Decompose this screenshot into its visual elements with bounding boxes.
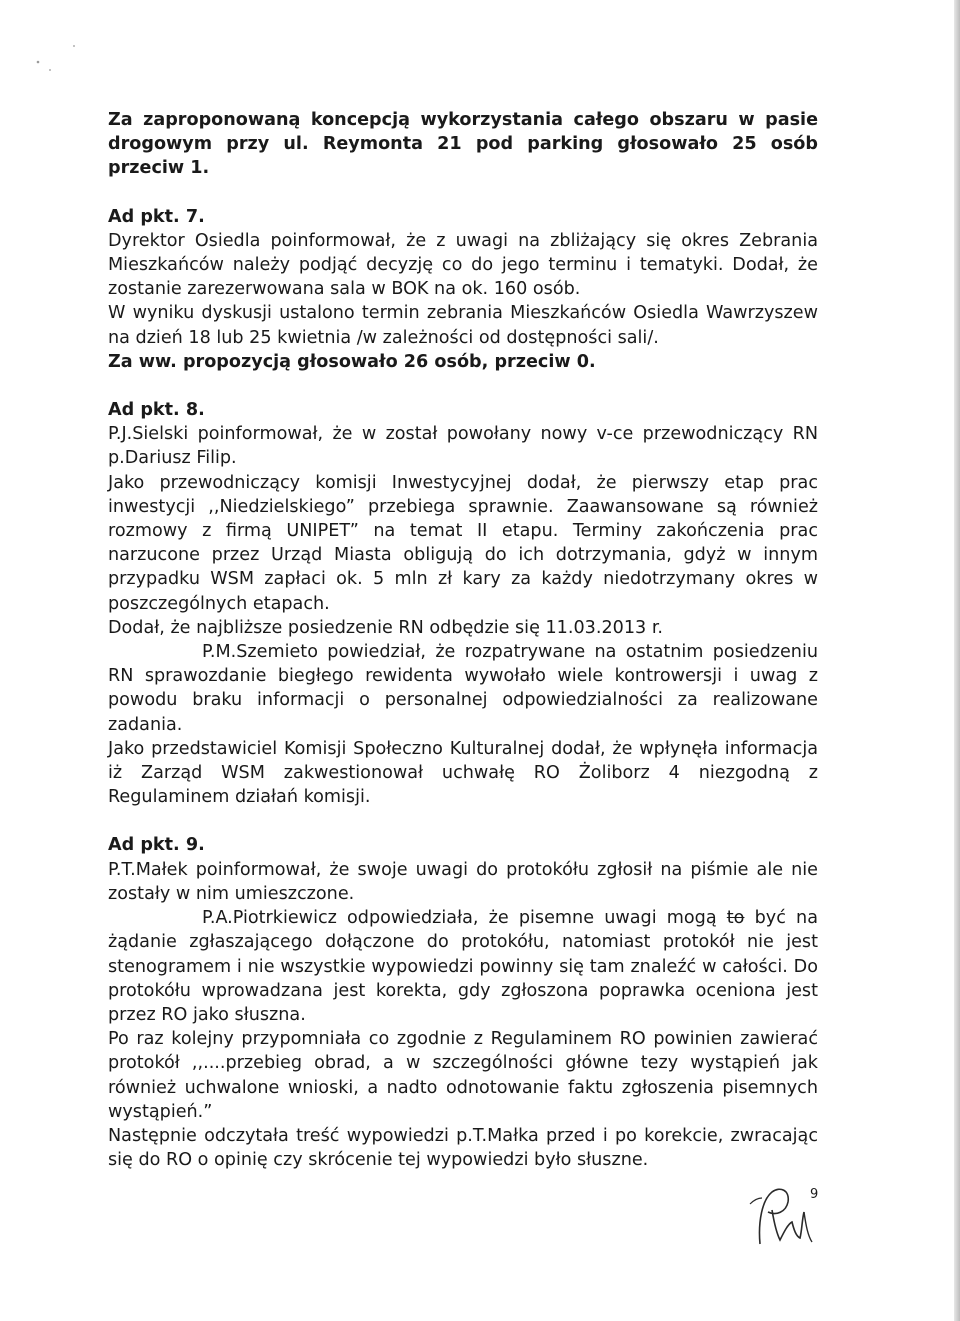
- vote-intro: Za zaproponowaną koncepcją wykorzystania całego obszaru w pasie drogowym przy ul. Reymonta 21 pod parking głosowało 25 osób przeciw 1.: [108, 110, 818, 179]
- spacer: [108, 181, 818, 205]
- item-8-para-3: Dodał, że najbliższe posiedzenie RN odbędzie się 11.03.2013 r.: [108, 617, 664, 638]
- struck-word: to: [726, 908, 745, 929]
- item-9-para-4: Następnie odczytała treść wypowiedzi p.T.Małka przed i po korekcie, zwracając się do RO o opinię czy skrócenie tej wypowiedzi było słuszne.: [108, 1125, 818, 1171]
- item-9-para-2-start: P.A.Piotrkiewicz odpowiedziała, że pisemne uwagi mogą: [202, 908, 727, 929]
- spacer: [108, 374, 818, 398]
- scan-page-edge: [954, 0, 960, 1321]
- item-8-para-2: Jako przewodniczący komisji Inwestycyjnej dodał, że pierwszy etap prac inwestycji ,,Niedzielskiego” przebiega sprawnie. Zaawansowane są również rozmowy z firmą UNIPET” na temat II etapu. Terminy zakończenia prac narzucone przez Urząd Miasta obligują do ich dotrzymania, gdyż w innym przypadku WSM zapłaci ok. 5 mln zł kary za każdy niedotrzymany okres w poszczególnych etapach.: [108, 472, 818, 614]
- document-body: [108, 108, 818, 1172]
- item-9-para-2: [108, 906, 818, 1027]
- item-8-para-4: P.M.Szemieto powiedział, że rozpatrywane na ostatnim posiedzeniu RN sprawozdanie biegłego rewidenta wywołało wiele kontrowersji i uwag z powodu braku informacji o personalnej odpowiedzialności za realizowane zadania.: [108, 642, 818, 735]
- agenda-item-7: [108, 205, 818, 374]
- item-9-para-1: P.T.Małek poinformował, że swoje uwagi do protokółu zgłosił na piśmie ale nie zostały w nim umieszczone.: [108, 859, 818, 904]
- item-7-para-2: W wyniku dyskusji ustalono termin zebrania Mieszkańców Osiedla Wawrzyszew na dzień 18 lub 25 kwietnia /w zależności od dostępności sali/.: [108, 303, 818, 348]
- item-8-para-1: P.J.Sielski poinformował, że w został powołany nowy v-ce przewodniczący RN p.Dariusz Filip.: [108, 424, 818, 469]
- spacer: [108, 809, 818, 833]
- item-7-vote: Za ww. propozycją głosowało 26 osób, przeciw 0.: [108, 351, 596, 372]
- item-7-heading: Ad pkt. 7.: [108, 206, 205, 227]
- agenda-item-8: [108, 398, 818, 809]
- item-7-para-1: Dyrektor Osiedla poinformował, że z uwagi na zbliżający się okres Zebrania Mieszkańców należy podjąć decyzję co do jego terminu i tematyki. Dodał, że zostanie zarezerwowana sala w BOK na ok. 160 osób.: [108, 230, 818, 300]
- agenda-item-9: [108, 833, 818, 1172]
- page-number: 9: [810, 1187, 819, 1202]
- scan-specks: [30, 40, 90, 80]
- item-9-para-3: Po raz kolejny przypomniała co zgodnie z Regulaminem RO powinien zawierać protokół ,,....przebieg obrad, a w szczególności główne tezy wystąpień jak również uchwalone wnioski, a nadto odnotowanie faktu zgłoszenia pisemnych wystąpień.”: [108, 1029, 818, 1122]
- item-9-para-2-end: być na żądanie zgłaszającego dołączone do protokółu, natomiast protokół nie jest stenogramem i nie wszystkie wypowiedzi powinny się tam znaleźć w całości. Do protokółu wprowadzana jest korekta, gdy zgłoszona poprawka oceniona jest przez RO jako słuszna.: [108, 908, 818, 1025]
- item-8-para-5: Jako przedstawiciel Komisji Społeczno Kulturalnej dodał, że wpłynęła informacja iż Zarząd WSM zakwestionował uchwałę RO Żoliborz 4 niezgodną z Regulaminem działań komisji.: [108, 738, 818, 808]
- item-9-heading: Ad pkt. 9.: [108, 835, 205, 856]
- item-8-heading: Ad pkt. 8.: [108, 400, 205, 421]
